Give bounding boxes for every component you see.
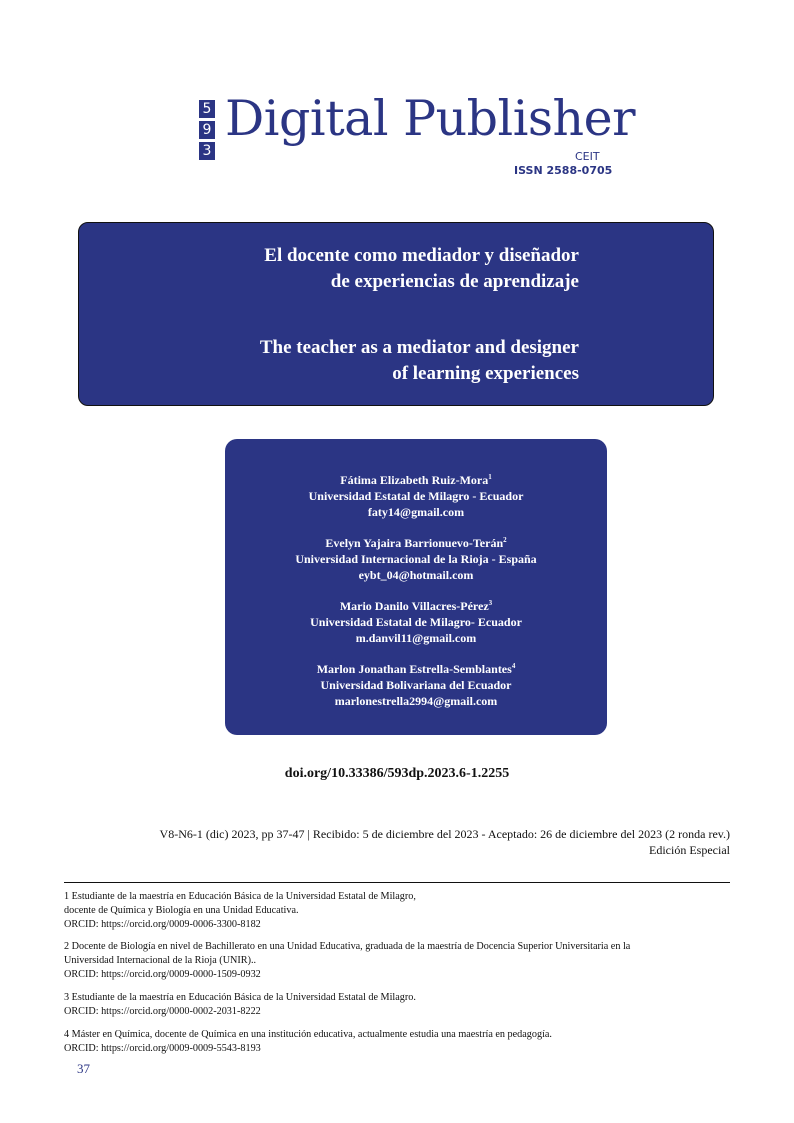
logo-digit: 9 (199, 121, 215, 139)
footnote-3 (64, 991, 734, 1019)
footnote-orcid[interactable]: ORCID: https://orcid.org/0009-0000-1509-0932 (64, 969, 261, 980)
title-es-line1: El docente como mediador y diseñador (264, 245, 579, 266)
footnote-2 (64, 940, 734, 982)
author-name: Marlon Jonathan Estrella-Semblantes$^4$ (316, 662, 516, 676)
author-email[interactable]: faty14@gmail.com (367, 505, 465, 519)
authors-box (225, 439, 607, 735)
author-affiliation: Universidad Estatal de Milagro- Ecuador (310, 615, 522, 629)
author-affiliation: Universidad Internacional de la Rioja - España (295, 552, 537, 566)
title-en-line2: of learning experiences (392, 363, 579, 384)
footnote-divider (64, 882, 730, 883)
publication-meta (160, 826, 730, 858)
footnote-orcid[interactable]: ORCID: https://orcid.org/0009-0009-5543-8193 (64, 1043, 261, 1054)
footnote-line: 2 Docente de Biología en nivel de Bachillerato en una Unidad Educativa, graduada de la maestría de Docencia Superior Universitaria en la (64, 941, 631, 952)
logo-ceit: CEIT (575, 150, 600, 163)
author-affiliation: Universidad Bolivariana del Ecuador (320, 678, 512, 692)
meta-edition: Edición Especial (649, 843, 730, 857)
logo-digit: 3 (199, 142, 215, 160)
logo-issn: ISSN 2588-0705 (514, 164, 613, 177)
title-es-line2: de experiencias de aprendizaje (330, 271, 579, 292)
journal-logo (199, 90, 636, 180)
page-number: 37 (77, 1061, 90, 1076)
footnote-line: 1 Estudiante de la maestría en Educación Básica de la Universidad Estatal de Milagro, (64, 891, 416, 902)
logo-digits (199, 100, 217, 163)
author-block (225, 595, 607, 646)
doi-link[interactable]: doi.org/10.33386/593dp.2023.6-1.2255 (284, 766, 510, 781)
footnote-1 (64, 890, 734, 932)
author-email[interactable]: eybt_04@hotmail.com (358, 568, 474, 582)
author-email[interactable]: m.danvil11@gmail.com (355, 631, 477, 645)
author-block (225, 469, 607, 520)
footnote-line: Universidad Internacional de la Rioja (UNIR).. (64, 955, 257, 966)
logo-digit: 5 (199, 100, 215, 118)
footnote-orcid[interactable]: ORCID: https://orcid.org/0000-0002-2031-8222 (64, 1006, 261, 1017)
author-name: Fátima Elizabeth Ruiz-Mora$^1$ (340, 473, 492, 487)
author-name: Mario Danilo Villacres-Pérez$^3$ (339, 599, 493, 613)
footnote-orcid[interactable]: ORCID: https://orcid.org/0009-0006-3300-8182 (64, 919, 261, 930)
author-email[interactable]: marlonestrella2994@gmail.com (334, 694, 498, 708)
title-en-line1: The teacher as a mediator and designer (259, 337, 579, 358)
footnote-line: 4 Máster en Química, docente de Química en una institución educativa, actualmente estudia una maestría en pedagogía. (64, 1029, 552, 1040)
footnote-line: docente de Química y Biología en una Unidad Educativa. (64, 905, 299, 916)
title-box (78, 222, 714, 406)
footnote-line: 3 Estudiante de la maestría en Educación Básica de la Universidad Estatal de Milagro. (64, 992, 416, 1003)
author-block (225, 532, 607, 583)
author-block (225, 658, 607, 709)
meta-dates: V8-N6-1 (dic) 2023, pp 37-47 | Recibido: 5 de diciembre del 2023 - Aceptado: 26 de diciembre del 2023 (2 ronda rev.) (159, 827, 730, 841)
footnote-4 (64, 1028, 734, 1056)
logo-name: Digital Publisher (225, 90, 636, 147)
author-name: Evelyn Yajaira Barrionuevo-Terán$^2$ (325, 536, 507, 550)
author-affiliation: Universidad Estatal de Milagro - Ecuador (308, 489, 524, 503)
